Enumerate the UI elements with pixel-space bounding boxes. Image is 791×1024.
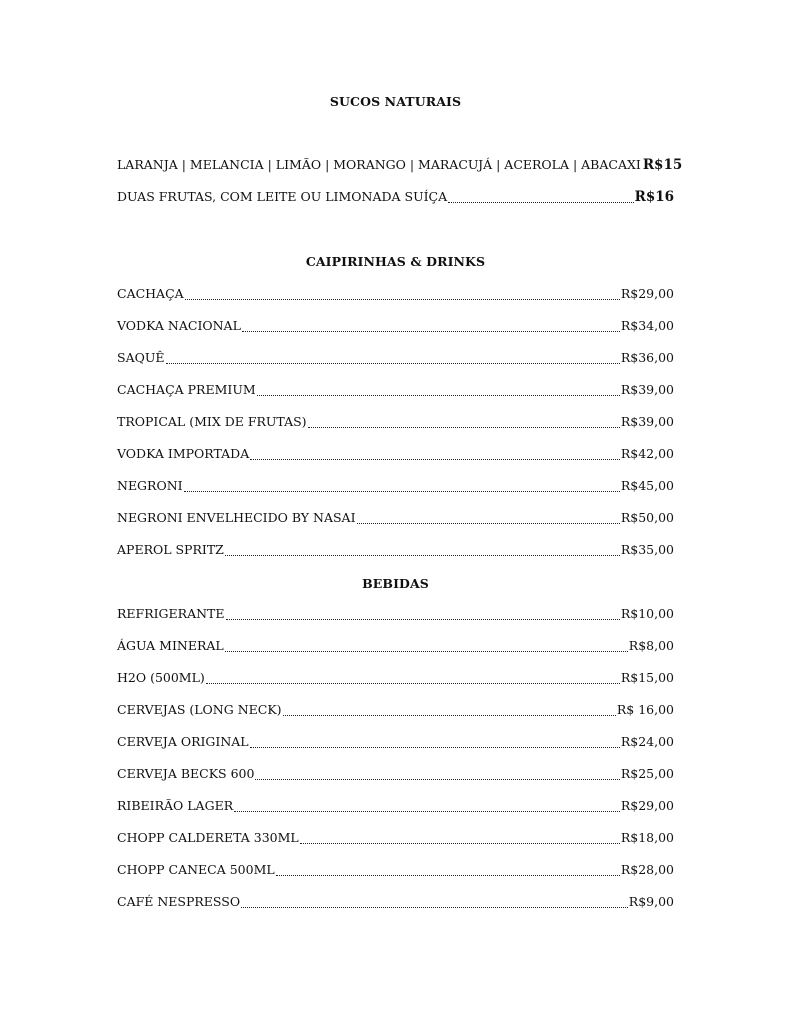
dot-leader: [255, 778, 619, 780]
menu-item: [117, 414, 674, 432]
item-price: R$18,00: [620, 830, 674, 845]
dot-leader: [283, 714, 616, 716]
item-name: VODKA NACIONAL: [117, 318, 241, 333]
dot-leader: [184, 490, 620, 492]
item-name: TROPICAL (MIX DE FRUTAS): [117, 414, 307, 429]
menu-item: [117, 606, 674, 624]
menu-item: [117, 670, 674, 688]
item-name: CHOPP CANECA 500ML: [117, 862, 275, 877]
dot-leader: [225, 554, 620, 556]
item-price: R$24,00: [620, 734, 674, 749]
item-name: CERVEJA BECKS 600: [117, 766, 255, 781]
dot-leader: [206, 682, 620, 684]
menu-item: [117, 830, 674, 848]
item-price: R$45,00: [620, 478, 674, 493]
item-price: R$34,00: [620, 318, 674, 333]
menu-item: [117, 510, 674, 528]
menu-item: [117, 157, 683, 175]
menu-item: [117, 798, 674, 816]
item-price: R$16: [634, 189, 674, 205]
item-name: LARANJA | MELANCIA | LIMÃO | MORANGO | MARACUJÁ | ACEROLA | ABACAXI: [117, 157, 641, 172]
section-title-bebidas: BEBIDAS: [362, 576, 429, 591]
menu-item: [117, 894, 674, 912]
menu-item: [117, 702, 674, 720]
item-name: APEROL SPRITZ: [117, 542, 224, 557]
item-price: R$39,00: [620, 414, 674, 429]
dot-leader: [300, 842, 620, 844]
menu-item: [117, 478, 674, 496]
item-price: R$28,00: [620, 862, 674, 877]
item-price: R$42,00: [620, 446, 674, 461]
menu-item: [117, 766, 674, 784]
item-name: CERVEJAS (LONG NECK): [117, 702, 282, 717]
menu-item: [117, 286, 674, 304]
item-name: VODKA IMPORTADA: [117, 446, 250, 461]
item-price: R$25,00: [620, 766, 674, 781]
menu-item: [117, 638, 674, 656]
dot-leader: [250, 458, 620, 460]
menu-item: [117, 862, 674, 880]
item-price: R$ 16,00: [616, 702, 674, 717]
section-title-sucos: SUCOS NATURAIS: [329, 94, 462, 109]
menu-item: [117, 318, 674, 336]
menu-item: [117, 382, 674, 400]
menu-item: [117, 542, 674, 560]
item-price: R$29,00: [620, 798, 674, 813]
dot-leader: [250, 746, 620, 748]
item-name: RIBEIRÃO LAGER: [117, 798, 234, 813]
dot-leader: [185, 298, 620, 300]
item-name: CHOPP CALDERETA 330ML: [117, 830, 299, 845]
dot-leader: [234, 810, 620, 812]
section-title-caipirinhas: CAIPIRINHAS & DRINKS: [305, 254, 486, 269]
item-name: H2O (500ML): [117, 670, 205, 685]
dot-leader: [225, 650, 628, 652]
item-price: R$39,00: [620, 382, 674, 397]
menu-item: [117, 734, 674, 752]
item-name: DUAS FRUTAS, COM LEITE OU LIMONADA SUÍÇA: [117, 189, 448, 204]
dot-leader: [241, 906, 628, 908]
item-name: CAFÉ NESPRESSO: [117, 894, 241, 909]
item-price: R$50,00: [620, 510, 674, 525]
item-name: NEGRONI ENVELHECIDO BY NASAI: [117, 510, 356, 525]
item-name: CACHAÇA: [117, 286, 184, 301]
menu-item: [117, 189, 674, 207]
dot-leader: [242, 330, 620, 332]
item-name: ÁGUA MINERAL: [117, 638, 224, 653]
dot-leader: [276, 874, 620, 876]
item-price: R$29,00: [620, 286, 674, 301]
item-name: NEGRONI: [117, 478, 183, 493]
item-price: R$36,00: [620, 350, 674, 365]
item-price: R$9,00: [628, 894, 674, 909]
item-name: REFRIGERANTE: [117, 606, 225, 621]
dot-leader: [308, 426, 620, 428]
item-name: CERVEJA ORIGINAL: [117, 734, 249, 749]
dot-leader: [448, 201, 633, 203]
menu-item: [117, 446, 674, 464]
item-name: CACHAÇA PREMIUM: [117, 382, 256, 397]
dot-leader: [226, 618, 620, 620]
dot-leader: [357, 522, 620, 524]
item-name: SAQUÊ: [117, 350, 165, 365]
item-price: R$8,00: [628, 638, 674, 653]
item-price: R$15,00: [620, 670, 674, 685]
dot-leader: [166, 362, 620, 364]
item-price: R$35,00: [620, 542, 674, 557]
menu-item: [117, 350, 674, 368]
item-price: R$10,00: [620, 606, 674, 621]
item-price: R$15: [642, 157, 683, 173]
dot-leader: [257, 394, 620, 396]
